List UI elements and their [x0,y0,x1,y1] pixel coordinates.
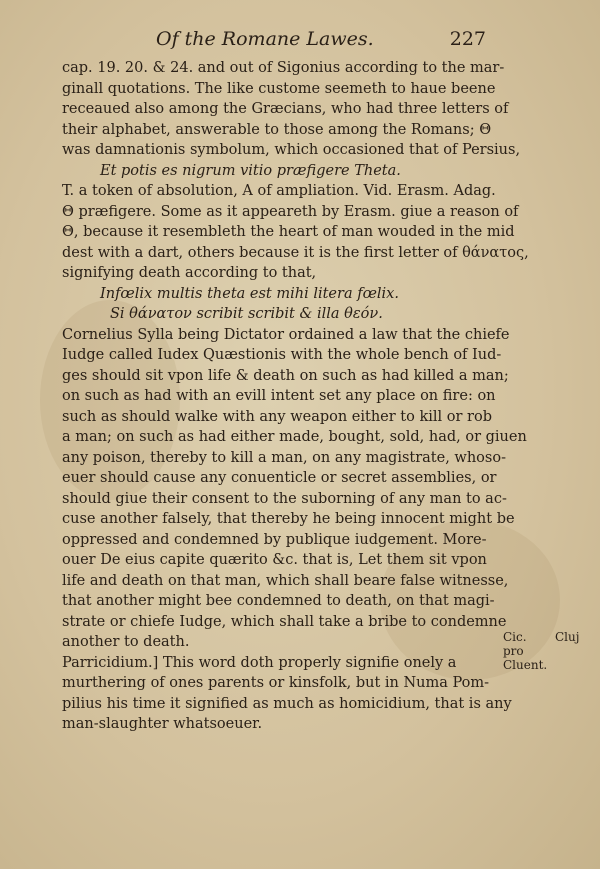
text-line: man-slaughter whatsoeuer. [62,716,263,732]
page-header [156,28,486,54]
running-title: Of the Romane Lawes. [156,28,374,50]
text-line: another to death. [62,634,190,650]
margin-note-citation: Cic. pro Cluent. [503,630,548,672]
text-line: ouer De eius capite quærito &c. that is, Let them sit vpon [62,552,487,568]
verse-line: Si θάνατον scribit scribit & illa θεόν. [110,306,383,322]
text-line: life and death on that man, which shall beare false witnesse, [62,572,509,589]
margin-note-fragment: Cluj [555,630,580,644]
text-line: strate or chiefe Iudge, which shall take a bribe to condemne [62,613,507,630]
text-line: T. a token of absolution, A of ampliation. Vid. Erasm. Adag. [62,183,496,199]
text-line: such as should walke with any weapon either to kill or rob [62,408,492,425]
text-line: their alphabet, answerable to those among the Romans; Θ [62,121,492,138]
text-line: ges should sit vpon life & death on such as had killed a man; [62,367,509,384]
text-line: cap. 19. 20. & 24. and out of Sigonius according to the mar- [62,60,505,76]
page-number: 227 [449,28,486,50]
text-line: oppressed and condemned by publique iudgement. More- [62,531,487,548]
text-line: Iudge called Iudex Quæstionis with the whole bench of Iud- [62,347,502,363]
text-line: Θ præfigere. Some as it appeareth by Erasm. giue a reason of [62,203,519,220]
text-line: Cornelius Sylla being Dictator ordained a law that the chiefe [62,326,510,343]
text-line: Θ, because it resembleth the heart of man wouded in the mid [62,224,515,240]
text-line: murthering of ones parents or kinsfolk, but in Numa Pom- [62,675,490,691]
text-line: dest with a dart, others because it is the first letter of θάνατος, [62,244,529,261]
text-line: euer should cause any conuenticle or secret assemblies, or [62,470,497,486]
text-line: pilius his time it signified as much as homicidium, that is any [62,695,512,712]
text-line: signifying death according to that, [62,265,317,281]
verse-line: Et potis es nigrum vitio præfigere Theta. [100,162,401,179]
text-line: any poison, thereby to kill a man, on any magistrate, whoso- [62,449,506,466]
text-line: should giue their consent to the suborning of any man to ac- [62,490,507,507]
text-line: receaued also among the Græcians, who had three letters of [62,101,509,117]
text-line: Parricidium.] This word doth properly signifie onely a [62,654,457,671]
text-line: on such as had with an evill intent set any place on fire: on [62,388,496,404]
text-line: was damnationis symbolum, which occasioned that of Persius, [62,142,521,158]
text-line: cuse another falsely, that thereby he being innocent might be [62,511,515,527]
text-line: a man; on such as had either made, bought, sold, had, or giuen [62,429,527,445]
text-line: that another might bee condemned to death, on that magi- [62,593,495,609]
text-line: ginall quotations. The like custome seemeth to haue beene [62,80,496,97]
verse-line: Infœlix multis theta est mihi litera fœlix. [100,285,399,302]
